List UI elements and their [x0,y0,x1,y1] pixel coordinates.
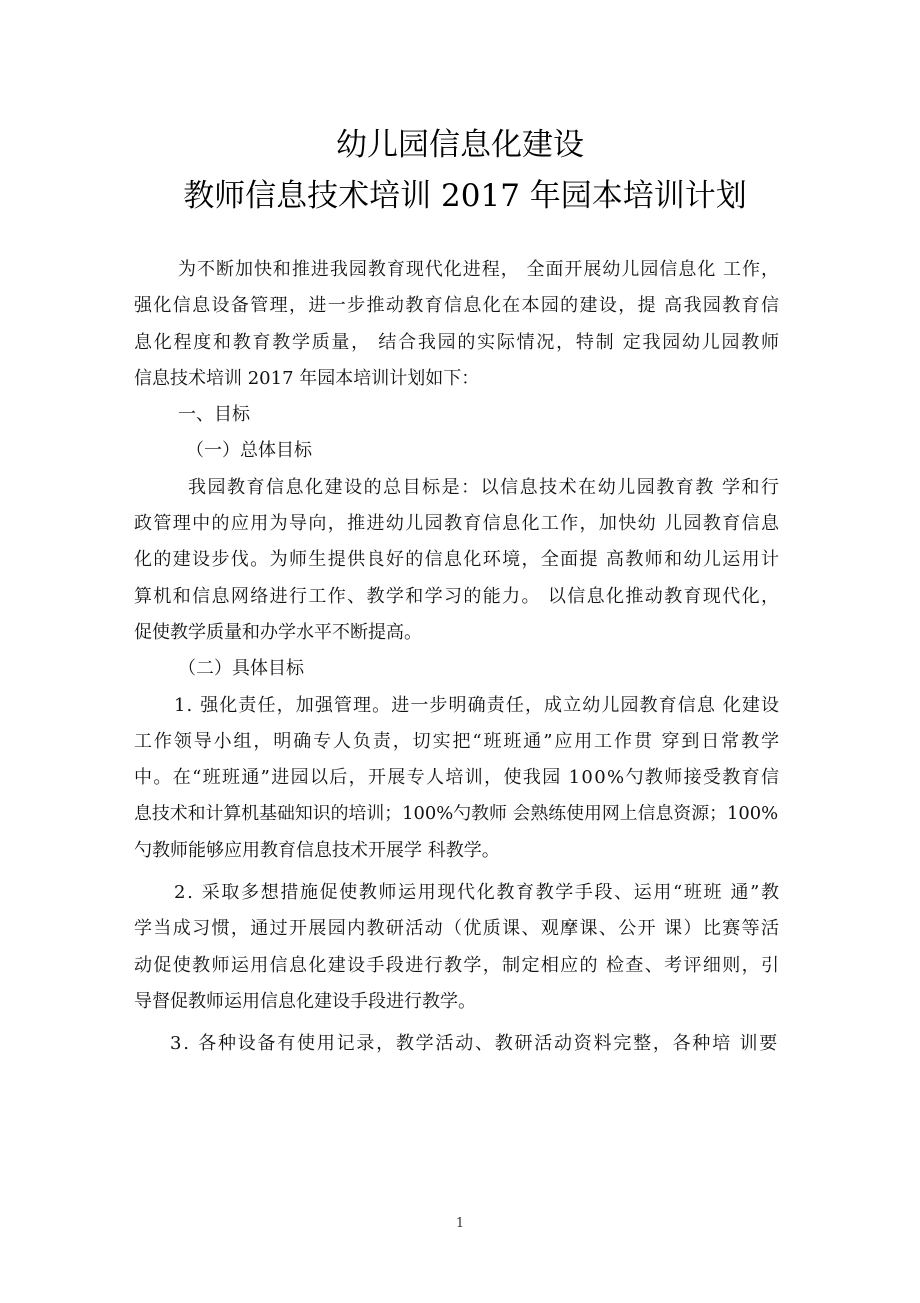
item2-line-1: 2. 采取多想措施促使教师运用现代化教育教学手段、运用“班班 通”教 [174,882,781,904]
item1-line-5: 勺教师能够应用教育信息技术开展学 科教学。 [134,839,500,861]
title-line-1: 幼儿园信息化建设 [336,127,584,163]
item1-line-4: 息技术和计算机基础知识的培训；100%勺教师 会熟练使用网上信息资源；100% [134,803,779,825]
item1-line-2: 工作领导小组，明确专人负责，切实把“班班通”应用工作贯 穿到日常教学 [134,730,781,752]
overall-line-5: 促使教学质量和办学水平不断提高。 [134,621,422,643]
overall-line-1: 我园教育信息化建设的总目标是：以信息技术在幼儿园教育教 学和行 [188,476,781,498]
intro-line-4: 信息技术培训 2017 年园本培训计划如下： [134,367,480,389]
item2-line-3: 动促使教师运用信息化建设手段进行教学，制定相应的 检查、考评细则，引 [134,954,781,976]
item1-line-1: 1. 强化责任，加强管理。进一步明确责任，成立幼儿园教育信息 化建设 [174,694,781,716]
overall-line-4: 算机和信息网络进行工作、教学和学习的能力。 以信息化推动教育现代化， [134,585,781,607]
overall-line-3: 化的建设步伐。为师生提供良好的信息化环境，全面提 高教师和幼儿运用计 [134,549,781,571]
intro-line-1: 为不断加快和推进我园教育现代化进程， 全面开展幼儿园信息化 工作， [178,259,780,280]
intro-line-2: 强化信息设备管理，进一步推动教育信息化在本园的建设，提 高我园教育信 [134,295,781,317]
overall-line-2: 政管理中的应用为导向，推进幼儿园教育信息化工作，加快幼 儿园教育信息 [134,513,781,535]
document-body [134,252,779,1063]
item2-line-4: 导督促教师运用信息化建设手段进行教学。 [134,990,476,1012]
heading-specific-goal: （二）具体目标 [178,658,304,680]
intro-line-3: 息化程度和教育教学质量， 结合我园的实际情况，特制 定我园幼儿园教师 [134,331,781,353]
item3-line-1: 3. 各种设备有使用记录，教学活动、教研活动资料完整，各种培 训要 [170,1033,779,1055]
item1-line-3: 中。在“班班通”进园以后，开展专人培训，使我园 100%勺教师接受教育信 [134,767,781,789]
title-line-2: 教师信息技术培训 2017 年园本培训计划 [183,178,747,214]
heading-goals: 一、目标 [178,404,250,426]
item2-line-2: 学当成习惯，通过开展园内教研活动（优质课、观摩课、公开 课）比赛等活 [134,918,781,940]
page-number: 1 [455,1216,465,1231]
heading-overall-goal: （一）总体目标 [186,440,312,462]
